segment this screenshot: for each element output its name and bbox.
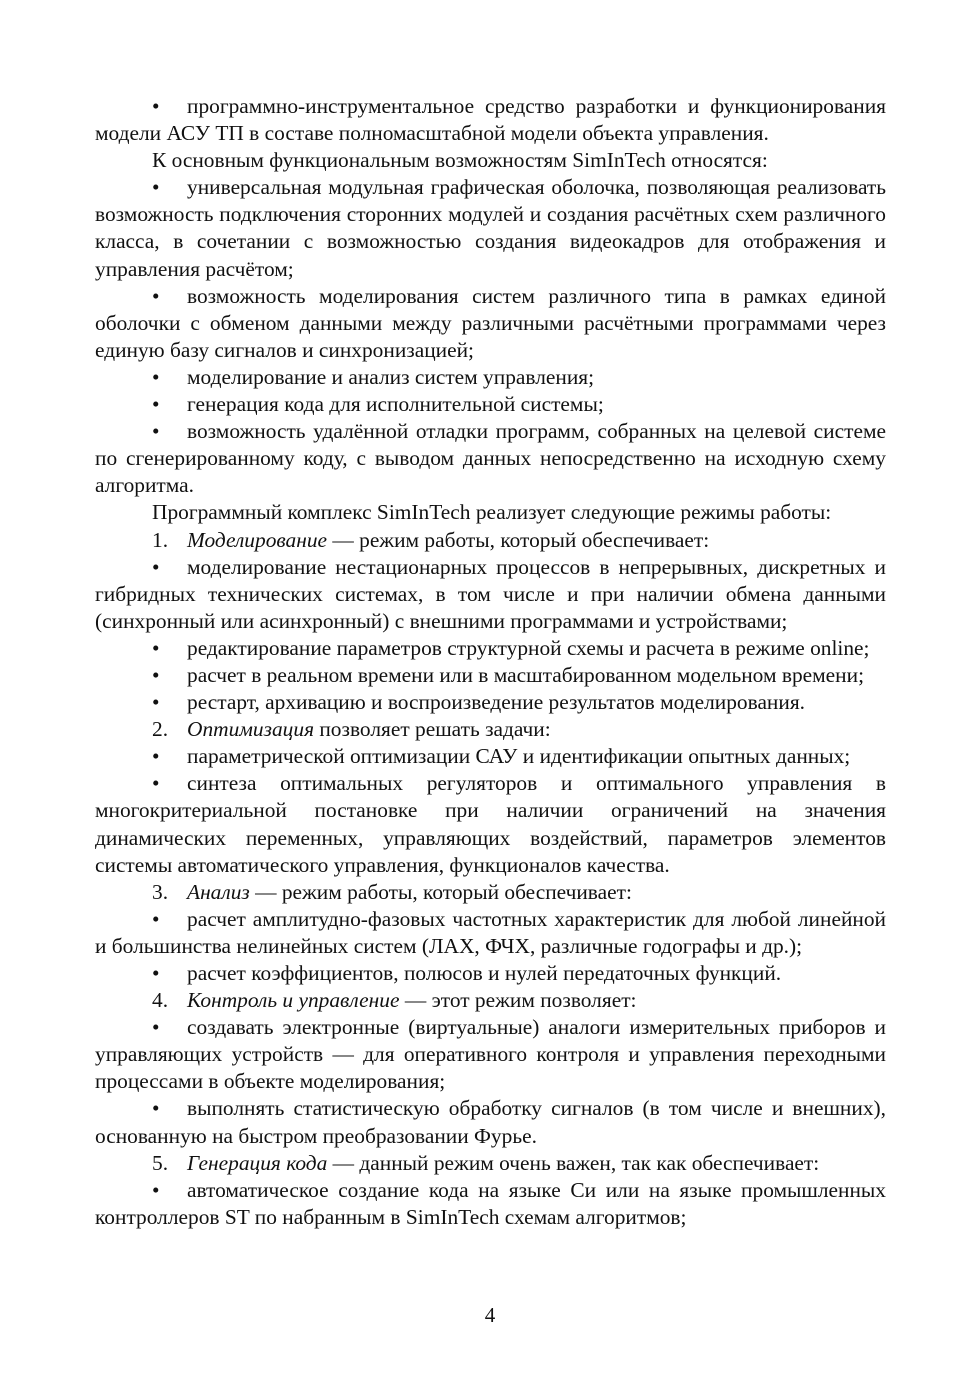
bullet-item	[95, 554, 886, 635]
page-body	[95, 93, 886, 1231]
item-number: 5.	[152, 1150, 169, 1175]
bullet-icon: •	[152, 554, 160, 579]
bullet-icon: •	[152, 690, 160, 715]
numbered-item	[95, 1150, 886, 1177]
numbered-item	[95, 716, 886, 743]
bullet-text: универсальная модульная графическая оболочка, позволяющая реализовать возможность подключения сторонних модулей и создания расчётных схем различного класса, в сочетании с возможностью создания видеокадров для отображения и управления расчётом;	[95, 175, 886, 281]
bullet-icon: •	[152, 961, 160, 985]
bullet-text: автоматическое создание кода на языке Си или на языке промышленных контроллеров ST по набранным в SimInTech схемам алгоритмов;	[95, 1177, 886, 1229]
bullet-text: расчет коэффициентов, полюсов и нулей передаточных функций.	[187, 961, 782, 985]
bullet-text: рестарт, архивацию и воспроизведение результатов моделирования.	[187, 690, 806, 715]
item-text: — данный режим очень важен, так как обеспечивает:	[327, 1150, 820, 1175]
bullet-item	[95, 960, 886, 987]
bullet-item	[95, 174, 886, 282]
bullet-icon: •	[152, 771, 160, 796]
bullet-icon: •	[152, 1096, 160, 1121]
item-number: 2.	[152, 717, 169, 742]
bullet-text: выполнять статистическую обработку сигналов (в том числе и внешних), основанную на быстром преобразовании Фурье.	[95, 1096, 886, 1148]
bullet-icon: •	[152, 392, 160, 417]
paragraph: Программный комплекс SimInTech реализует следующие режимы работы:	[152, 500, 832, 525]
bullet-icon: •	[152, 744, 160, 769]
numbered-item	[95, 879, 886, 906]
bullet-item	[95, 418, 886, 499]
item-text: — режим работы, который обеспечивает:	[249, 879, 632, 904]
bullet-item	[95, 391, 886, 418]
bullet-icon: •	[152, 94, 160, 118]
bullet-icon: •	[152, 364, 160, 389]
item-text: позволяет решать задачи:	[314, 717, 551, 742]
mode-term: Анализ	[187, 879, 250, 904]
mode-term: Моделирование	[187, 527, 328, 552]
bullet-text: возможность удалённой отладки программ, собранных на целевой системе по сгенерированному коду, с выводом данных непосредственно на исходную схему алгоритма.	[95, 419, 886, 498]
mode-term: Генерация кода	[187, 1150, 328, 1175]
bullet-text: возможность моделирования систем различного типа в рамках единой оболочки с обменом данными между различными расчётными программами через единую базу сигналов и синхронизацией;	[95, 283, 886, 362]
bullet-icon: •	[152, 175, 160, 200]
bullet-text: моделирование и анализ систем управления;	[187, 364, 595, 389]
item-number: 1.	[152, 527, 169, 552]
item-number: 3.	[152, 879, 169, 904]
bullet-text: синтеза оптимальных регуляторов и оптимального управления в многокритериальной постановке при наличии ограничений на значения динамических переменных, управляющих воздействий, параметров элементов системы автоматического управления, функционалов качества.	[95, 771, 886, 877]
mode-term: Контроль и управление	[187, 988, 400, 1013]
bullet-text: редактирование параметров структурной схемы и расчета в режиме online;	[187, 635, 870, 660]
bullet-item	[95, 1014, 886, 1095]
bullet-icon: •	[152, 635, 160, 660]
bullet-item	[95, 1095, 886, 1149]
item-text: — этот режим позволяет:	[399, 988, 637, 1013]
bullet-item	[95, 93, 886, 147]
bullet-text: параметрической оптимизации САУ и идентификации опытных данных;	[187, 744, 851, 769]
bullet-item	[95, 283, 886, 364]
bullet-text: расчет в реальном времени или в масштабированном модельном времени;	[187, 662, 865, 687]
bullet-text: генерация кода для исполнительной системы;	[187, 392, 604, 417]
bullet-text: программно-инструментальное средство разработки и функционирования модели АСУ ТП в составе полномасштабной модели объекта управления.	[95, 94, 886, 146]
bullet-item	[95, 689, 886, 716]
bullet-item	[95, 1177, 886, 1231]
bullet-icon: •	[152, 1177, 160, 1202]
bullet-text: моделирование нестационарных процессов в непрерывных, дискретных и гибридных технических системах, в том числе и при наличии обмена данными (синхронный или асинхронный) с внешними программами и устройствами;	[95, 554, 886, 633]
mode-term: Оптимизация	[187, 717, 315, 742]
paragraph: К основным функциональным возможностям SimInTech относятся:	[152, 148, 768, 173]
item-number: 4.	[152, 988, 169, 1013]
numbered-item	[95, 987, 886, 1014]
bullet-text: создавать электронные (виртуальные) аналоги измерительных приборов и управляющих устройств — для оперативного контроля и управления переходными процессами в объекте моделирования;	[95, 1015, 886, 1094]
bullet-icon: •	[152, 1015, 160, 1040]
bullet-icon: •	[152, 419, 160, 444]
bullet-item	[95, 906, 886, 960]
item-text: — режим работы, который обеспечивает:	[327, 527, 710, 552]
bullet-icon: •	[152, 906, 160, 931]
bullet-icon: •	[152, 662, 160, 687]
page-number: 4	[484, 1303, 496, 1327]
bullet-item	[95, 743, 886, 770]
bullet-item	[95, 662, 886, 689]
bullet-item	[95, 635, 886, 662]
bullet-icon: •	[152, 283, 160, 308]
bullet-item	[95, 364, 886, 391]
bullet-item	[95, 770, 886, 878]
numbered-item	[95, 527, 886, 554]
bullet-text: расчет амплитудно-фазовых частотных характеристик для любой линейной и большинства нелинейных систем (ЛАХ, ФЧХ, различные годографы и др.);	[95, 906, 886, 958]
